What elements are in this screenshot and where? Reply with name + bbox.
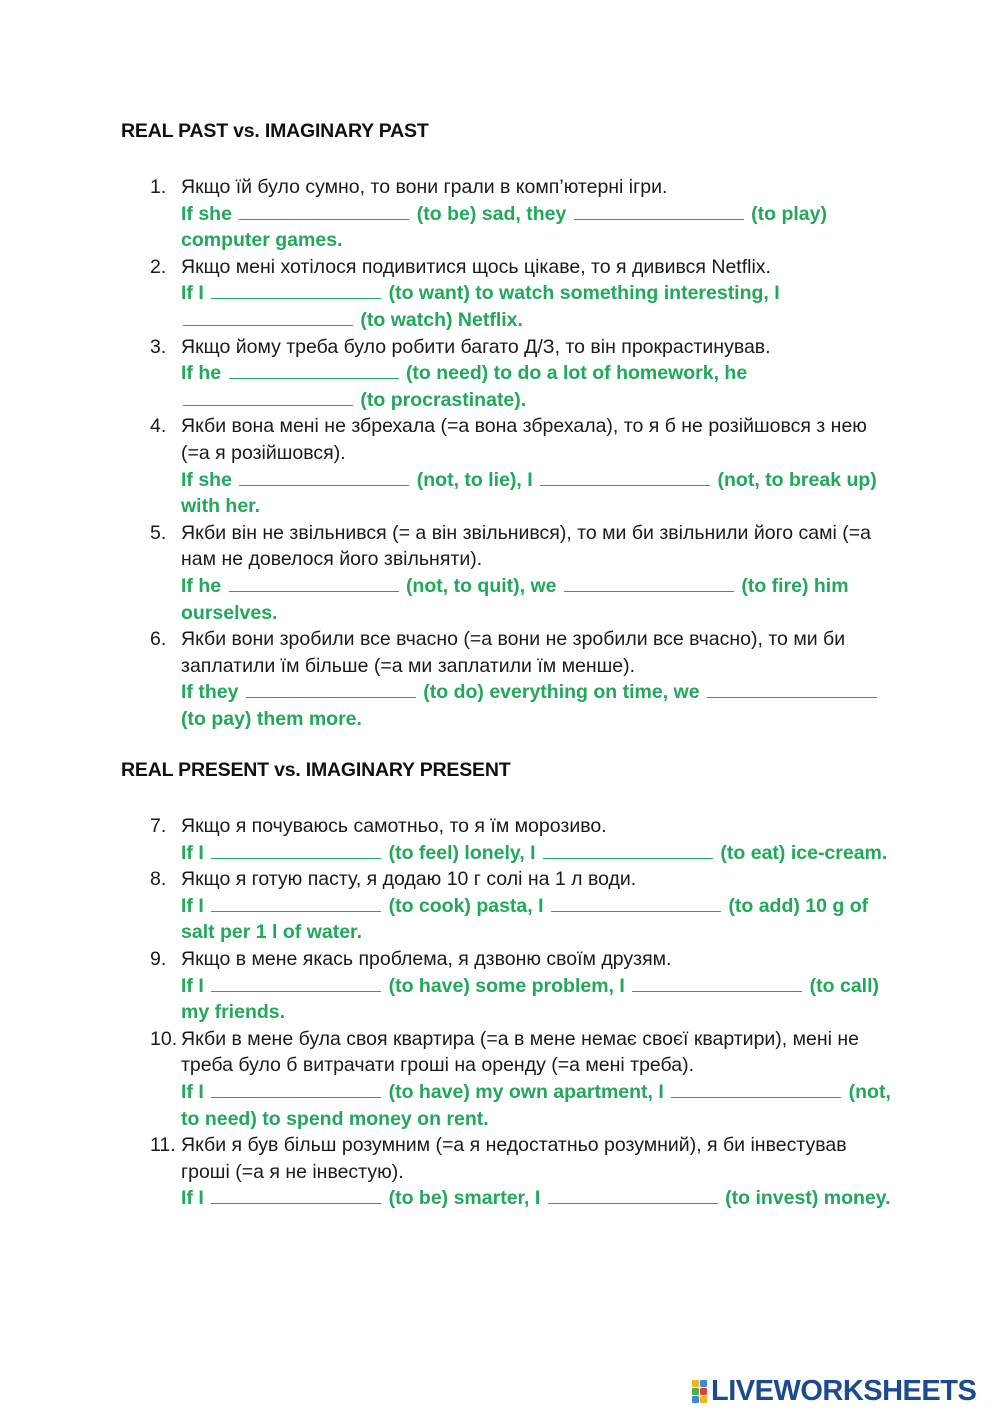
exercise-item-2 xyxy=(0,254,891,334)
item-number: 6. xyxy=(150,628,167,651)
english-prompt xyxy=(181,1185,891,1212)
english-prompt xyxy=(181,280,891,333)
answer-blank[interactable] xyxy=(211,1185,381,1204)
answer-blank[interactable] xyxy=(671,1079,841,1098)
english-prompt xyxy=(181,360,891,413)
answer-blank[interactable] xyxy=(564,573,734,592)
item-number: 7. xyxy=(150,815,167,837)
exercise-item-8 xyxy=(0,866,891,946)
item-number: 4. xyxy=(150,415,167,438)
prompt-part: (not, to need) to spend money on rent. xyxy=(181,1080,891,1130)
answer-blank[interactable] xyxy=(183,387,353,406)
prompt-part: If I xyxy=(181,894,204,917)
liveworksheets-logo xyxy=(692,1376,976,1406)
liveworksheets-logo-icon xyxy=(692,1380,707,1403)
prompt-part: (to have) some problem, I xyxy=(388,974,625,997)
answer-blank[interactable] xyxy=(211,280,381,299)
answer-blank[interactable] xyxy=(246,679,416,698)
english-prompt xyxy=(181,840,891,867)
exercise-item-5 xyxy=(0,520,891,626)
prompt-part: (to play) computer games. xyxy=(181,202,827,252)
ukrainian-sentence: Якби вона мені не збрехала (=а вона збрехала), то я б не розійшовся з нею (=а я розійшовся). xyxy=(181,415,867,464)
english-prompt xyxy=(181,201,891,254)
section-title-past: REAL PAST vs. IMAGINARY PAST xyxy=(121,120,429,142)
exercise-item-4 xyxy=(0,413,891,519)
item-number: 11. xyxy=(150,1134,176,1157)
english-prompt xyxy=(181,467,891,520)
prompt-part: (not, to quit), we xyxy=(405,574,557,597)
answer-blank[interactable] xyxy=(229,360,399,379)
prompt-part: If I xyxy=(181,1187,204,1210)
prompt-part: If they xyxy=(181,681,239,704)
prompt-part: (to call) my friends. xyxy=(181,974,879,1024)
ukrainian-sentence: Якщо я готую пасту, я додаю 10 г солі на 1 л води. xyxy=(181,868,637,891)
answer-blank[interactable] xyxy=(543,840,713,859)
english-prompt xyxy=(181,679,891,732)
answer-blank[interactable] xyxy=(574,201,744,220)
prompt-part: (not, to lie), I xyxy=(416,468,533,491)
item-number: 3. xyxy=(150,335,167,358)
english-prompt xyxy=(181,893,891,946)
english-prompt xyxy=(181,1079,891,1132)
exercise-item-9 xyxy=(0,946,891,1026)
item-number: 9. xyxy=(150,947,167,970)
ukrainian-sentence: Якщо в мене якась проблема, я дзвоню своїм друзям. xyxy=(181,947,672,970)
prompt-part: (to do) everything on time, we xyxy=(423,681,700,704)
exercise-item-3 xyxy=(0,334,891,414)
prompt-part: (to want) to watch something interesting, I xyxy=(388,282,780,305)
answer-blank[interactable] xyxy=(239,201,409,220)
answer-blank[interactable] xyxy=(540,467,710,486)
prompt-part: If I xyxy=(181,974,204,997)
answer-blank[interactable] xyxy=(211,893,381,912)
prompt-part: (to pay) them more. xyxy=(181,707,362,730)
prompt-part: (to fire) him ourselves. xyxy=(181,574,849,624)
exercise-list-present xyxy=(0,813,1000,1212)
exercise-item-7 xyxy=(0,813,891,866)
prompt-part: (to be) sad, they xyxy=(416,202,567,225)
prompt-part: (to have) my own apartment, I xyxy=(388,1080,664,1103)
prompt-part: (to procrastinate). xyxy=(360,388,527,411)
ukrainian-sentence: Якщо їй було сумно, то вони грали в комп’ютерні ігри. xyxy=(181,176,668,198)
answer-blank[interactable] xyxy=(707,679,877,698)
ukrainian-sentence: Якби вони зробили все вчасно (=а вони не зробили все вчасно), то ми би заплатили їм більше (=а ми заплатили їм менше). xyxy=(181,628,846,677)
logo-text: LIVEWORKSHEETS xyxy=(711,1375,977,1407)
exercise-item-6 xyxy=(0,626,891,732)
prompt-part: If I xyxy=(181,1080,204,1103)
item-number: 8. xyxy=(150,868,167,891)
prompt-part: (to cook) pasta, I xyxy=(388,894,544,917)
answer-blank[interactable] xyxy=(239,467,409,486)
prompt-part: (to be) smarter, I xyxy=(388,1187,541,1210)
answer-blank[interactable] xyxy=(211,840,381,859)
ukrainian-sentence: Якби він не звільнився (= а він звільнився), то ми би звільнили його самі (=а нам не довелося його звільняти). xyxy=(181,521,872,571)
prompt-part: (to feel) lonely, I xyxy=(388,841,536,864)
item-number: 2. xyxy=(150,255,167,278)
ukrainian-sentence: Якщо мені хотілося подивитися щось цікаве, то я дивився Netflix. xyxy=(181,255,771,278)
prompt-part: (to invest) money. xyxy=(725,1187,891,1210)
answer-blank[interactable] xyxy=(183,307,353,326)
answer-blank[interactable] xyxy=(548,1185,718,1204)
prompt-part: If I xyxy=(181,841,204,864)
answer-blank[interactable] xyxy=(632,973,802,992)
prompt-part: If he xyxy=(181,574,222,597)
exercise-item-10 xyxy=(0,1026,891,1132)
ukrainian-sentence: Якщо йому треба було робити багато Д/З, то він прокрастинував. xyxy=(181,335,771,358)
exercise-item-11 xyxy=(0,1132,891,1212)
prompt-part: (to watch) Netflix. xyxy=(360,308,523,331)
item-number: 1. xyxy=(150,176,167,198)
ukrainian-sentence: Якби я був більш розумним (=а я недостатньо розумний), я би інвестував гроші (=а я не інвестую). xyxy=(181,1134,847,1183)
prompt-part: (not, to break up) with her. xyxy=(181,468,877,518)
prompt-part: If she xyxy=(181,468,232,491)
english-prompt xyxy=(181,573,891,626)
exercise-item-1 xyxy=(0,174,891,254)
item-number: 10. xyxy=(150,1027,178,1050)
ukrainian-sentence: Якщо я почуваюсь самотньо, то я їм морозиво. xyxy=(181,815,607,837)
exercise-list-past xyxy=(0,174,1000,732)
prompt-part: (to need) to do a lot of homework, he xyxy=(405,362,748,385)
answer-blank[interactable] xyxy=(229,573,399,592)
answer-blank[interactable] xyxy=(211,1079,381,1098)
ukrainian-sentence: Якби в мене була своя квартира (=а в мене немає своєї квартири), мені не треба було б витрачати гроші на оренду (=а мені треба). xyxy=(181,1027,860,1077)
prompt-part: (to add) 10 g of salt per 1 l of water. xyxy=(181,894,869,944)
prompt-part: If he xyxy=(181,362,222,385)
prompt-part: If I xyxy=(181,282,204,305)
item-number: 5. xyxy=(150,521,167,544)
answer-blank[interactable] xyxy=(211,973,381,992)
answer-blank[interactable] xyxy=(551,893,721,912)
prompt-part: If she xyxy=(181,202,232,225)
prompt-part: (to eat) ice-cream. xyxy=(720,841,888,864)
section-title-present: REAL PRESENT vs. IMAGINARY PRESENT xyxy=(121,759,511,781)
english-prompt xyxy=(181,973,891,1026)
